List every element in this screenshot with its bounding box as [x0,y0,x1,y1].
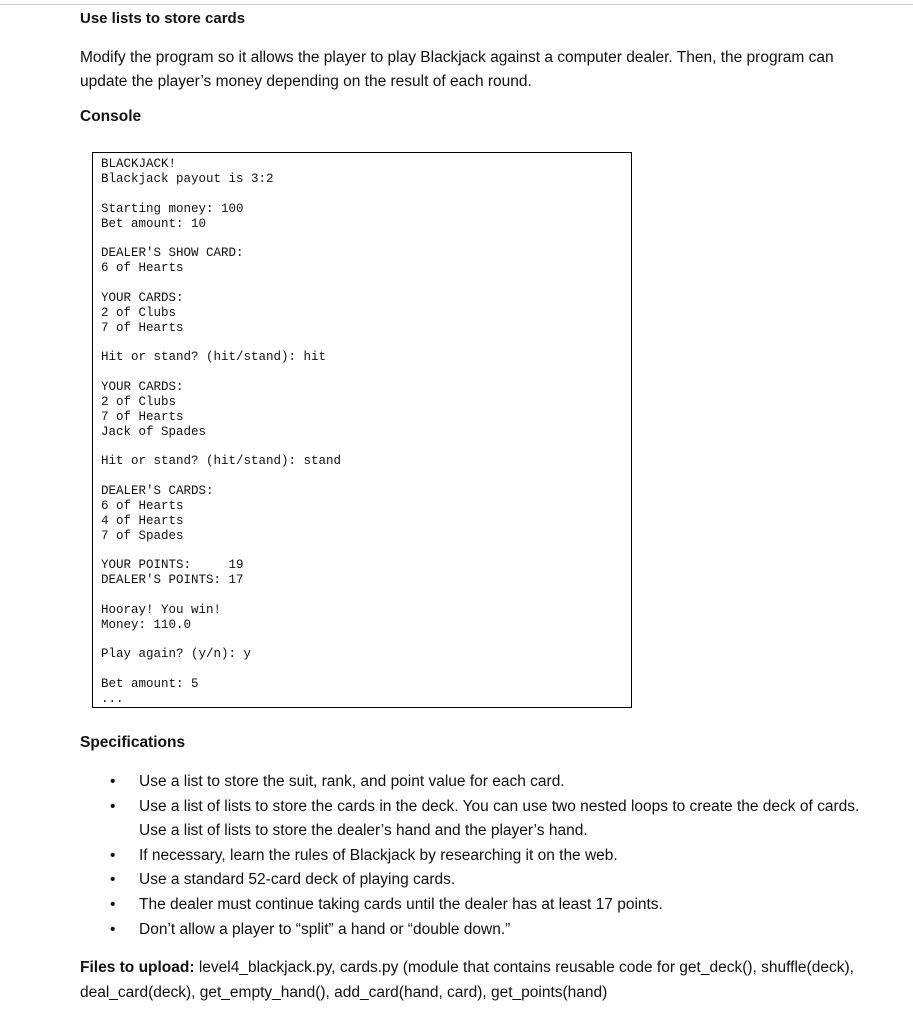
specifications-heading: Specifications [80,734,186,751]
specification-text: The dealer must continue taking cards until the dealer has at least 17 points. [139,895,663,913]
console-blank-line [101,469,631,484]
console-heading: Console [80,108,142,125]
console-blank-line [101,365,631,380]
console-line: Starting money: 100 [101,201,244,216]
console-line: BLACKJACK! [101,157,177,171]
console-line: 2 of Clubs [101,394,177,409]
specification-text: Use a list of lists to store the cards in the deck. You can use two nested loops to create the deck of cards. Use a list of lists to store the dealer’s hand and the player’s hand. [139,797,860,840]
specification-item [110,918,870,943]
console-line: YOUR CARDS: [101,379,184,394]
console-blank-line [101,276,631,291]
specification-text: Use a standard 52-card deck of playing cards. [139,871,456,889]
specification-item [110,868,870,893]
console-blank-line [101,544,631,559]
console-blank-line [101,588,631,603]
console-blank-line [101,187,631,202]
files-to-upload [80,956,880,1005]
specification-text: Don’t allow a player to “split” a hand or “double down.” [139,920,511,938]
console-line: DEALER'S SHOW CARD: [101,246,244,260]
specification-item [110,770,870,795]
console-line: Money: 110.0 [101,617,192,632]
console-line: Blackjack payout is 3:2 [101,172,274,186]
bullet-icon: • [110,871,116,889]
console-blank-line [101,440,631,455]
console-blank-line [101,232,631,247]
console-line: 6 of Hearts [101,498,184,513]
bullet-icon: • [110,797,116,815]
specification-text: Use a list to store the suit, rank, and point value for each card. [139,773,565,790]
bullet-icon: • [110,895,116,913]
files-label: Files to upload: [80,959,195,976]
console-line: Hooray! You win! [101,602,222,617]
specification-text: If necessary, learn the rules of Blackjack by researching it on the web. [139,846,618,864]
console-line: 7 of Hearts [101,320,184,335]
specification-item [110,893,870,918]
console-line: YOUR POINTS: 19 [101,558,244,572]
console-line: Bet amount: 10 [101,216,207,231]
bullet-icon: • [110,920,116,938]
console-line: DEALER'S POINTS: 17 [101,573,244,587]
console-line: Hit or stand? (hit/stand): hit [101,350,327,364]
console-line: Jack of Spades [101,424,207,439]
console-line: 7 of Spades [101,528,184,543]
specification-item [110,795,870,844]
console-line: ... [101,691,124,706]
console-line: DEALER'S CARDS: [101,483,214,498]
console-line: 4 of Hearts [101,513,184,528]
files-text: level4_blackjack.py, cards.py (module that contains reusable code for get_deck(), shuffle(deck), deal_card(deck), get_empty_hand(), add_card(hand, card), get_points(hand) [80,959,854,1001]
console-output-box [92,152,632,708]
console-line: 7 of Hearts [101,409,184,424]
intro-paragraph: Modify the program so it allows the player to play Blackjack against a computer dealer. Then, the program can update the player’s money depending on the result of each round. [80,49,834,90]
console-blank-line [101,336,631,351]
console-blank-line [101,633,631,648]
console-blank-line [101,662,631,677]
console-line: Hit or stand? (hit/stand): stand [101,454,342,468]
console-line: 2 of Clubs [101,305,177,320]
bullet-icon: • [110,773,116,790]
console-line: YOUR CARDS: [101,290,184,305]
console-line: Bet amount: 5 [101,676,199,691]
specification-item [110,844,870,869]
bullet-icon: • [110,846,116,864]
specifications-list [110,770,870,942]
console-line: Play again? (y/n): y [101,647,252,661]
page-title: Use lists to store cards [80,10,246,27]
top-divider [0,4,913,5]
console-line: 6 of Hearts [101,261,184,275]
